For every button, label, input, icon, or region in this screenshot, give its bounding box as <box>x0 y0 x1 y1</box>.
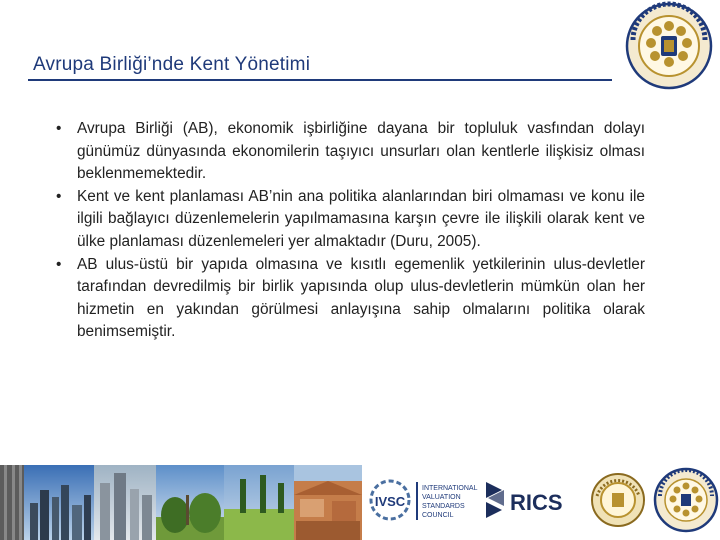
bullet-item <box>52 118 645 186</box>
slide-title: Avrupa Birliği’nde Kent Yönetimi <box>33 54 311 75</box>
svg-text:COUNCIL: COUNCIL <box>422 512 454 519</box>
ivsc-logo <box>362 468 490 532</box>
gold-seal-logo <box>589 468 647 532</box>
bullet-text: Avrupa Birliği (AB), ekonomik işbirliğine dayana bir topluluk vasfından dolayı günümüz dünyasında ekonomilerin taşıyıcı unsurları olan kentlerle ilişkisiz olması beklenmemektedir. <box>77 120 645 183</box>
bullet-glyph: • <box>56 255 62 273</box>
ivsc-acronym: IVSC <box>374 494 406 509</box>
svg-text:VALUATION: VALUATION <box>422 494 461 501</box>
footer-photo-strip <box>0 465 362 540</box>
rics-logo <box>472 468 584 532</box>
bullet-list <box>52 118 645 344</box>
bullet-text: AB ulus-üstü bir yapıda olmasına ve kısıtlı egemenlik yetkilerinin ulus-devletler tarafından devredilmiş bir birlik yapısında olup ulus-devletlerin mümkün olan her hizmetin en yakından görülmesi anlayışına sahip olmalarını politika olarak benimsemiştir. <box>77 255 645 341</box>
bullet-item <box>52 186 645 254</box>
svg-text:INTERNATIONAL: INTERNATIONAL <box>422 485 478 492</box>
ankara-seal-footer-logo <box>652 466 720 534</box>
bullet-item <box>52 254 645 344</box>
rics-wordmark: RICS <box>510 490 563 515</box>
footer-banner <box>0 462 720 540</box>
bullet-text: Kent ve kent planlaması AB’nin ana politika alanlarından biri olmaması ve konu ile ilgili bağlayıcı düzenlemelerin yapılmamasına karşın çevre ile ilişkili olarak kent ve ülke planlaması düzenlemeleri yer almaktadır (Duru, 2005). <box>77 187 645 250</box>
bullet-glyph: • <box>56 120 62 137</box>
svg-text:STANDARDS: STANDARDS <box>422 503 465 510</box>
title-divider <box>28 79 612 81</box>
university-seal-logo <box>619 0 713 92</box>
bullet-glyph: • <box>56 187 62 205</box>
